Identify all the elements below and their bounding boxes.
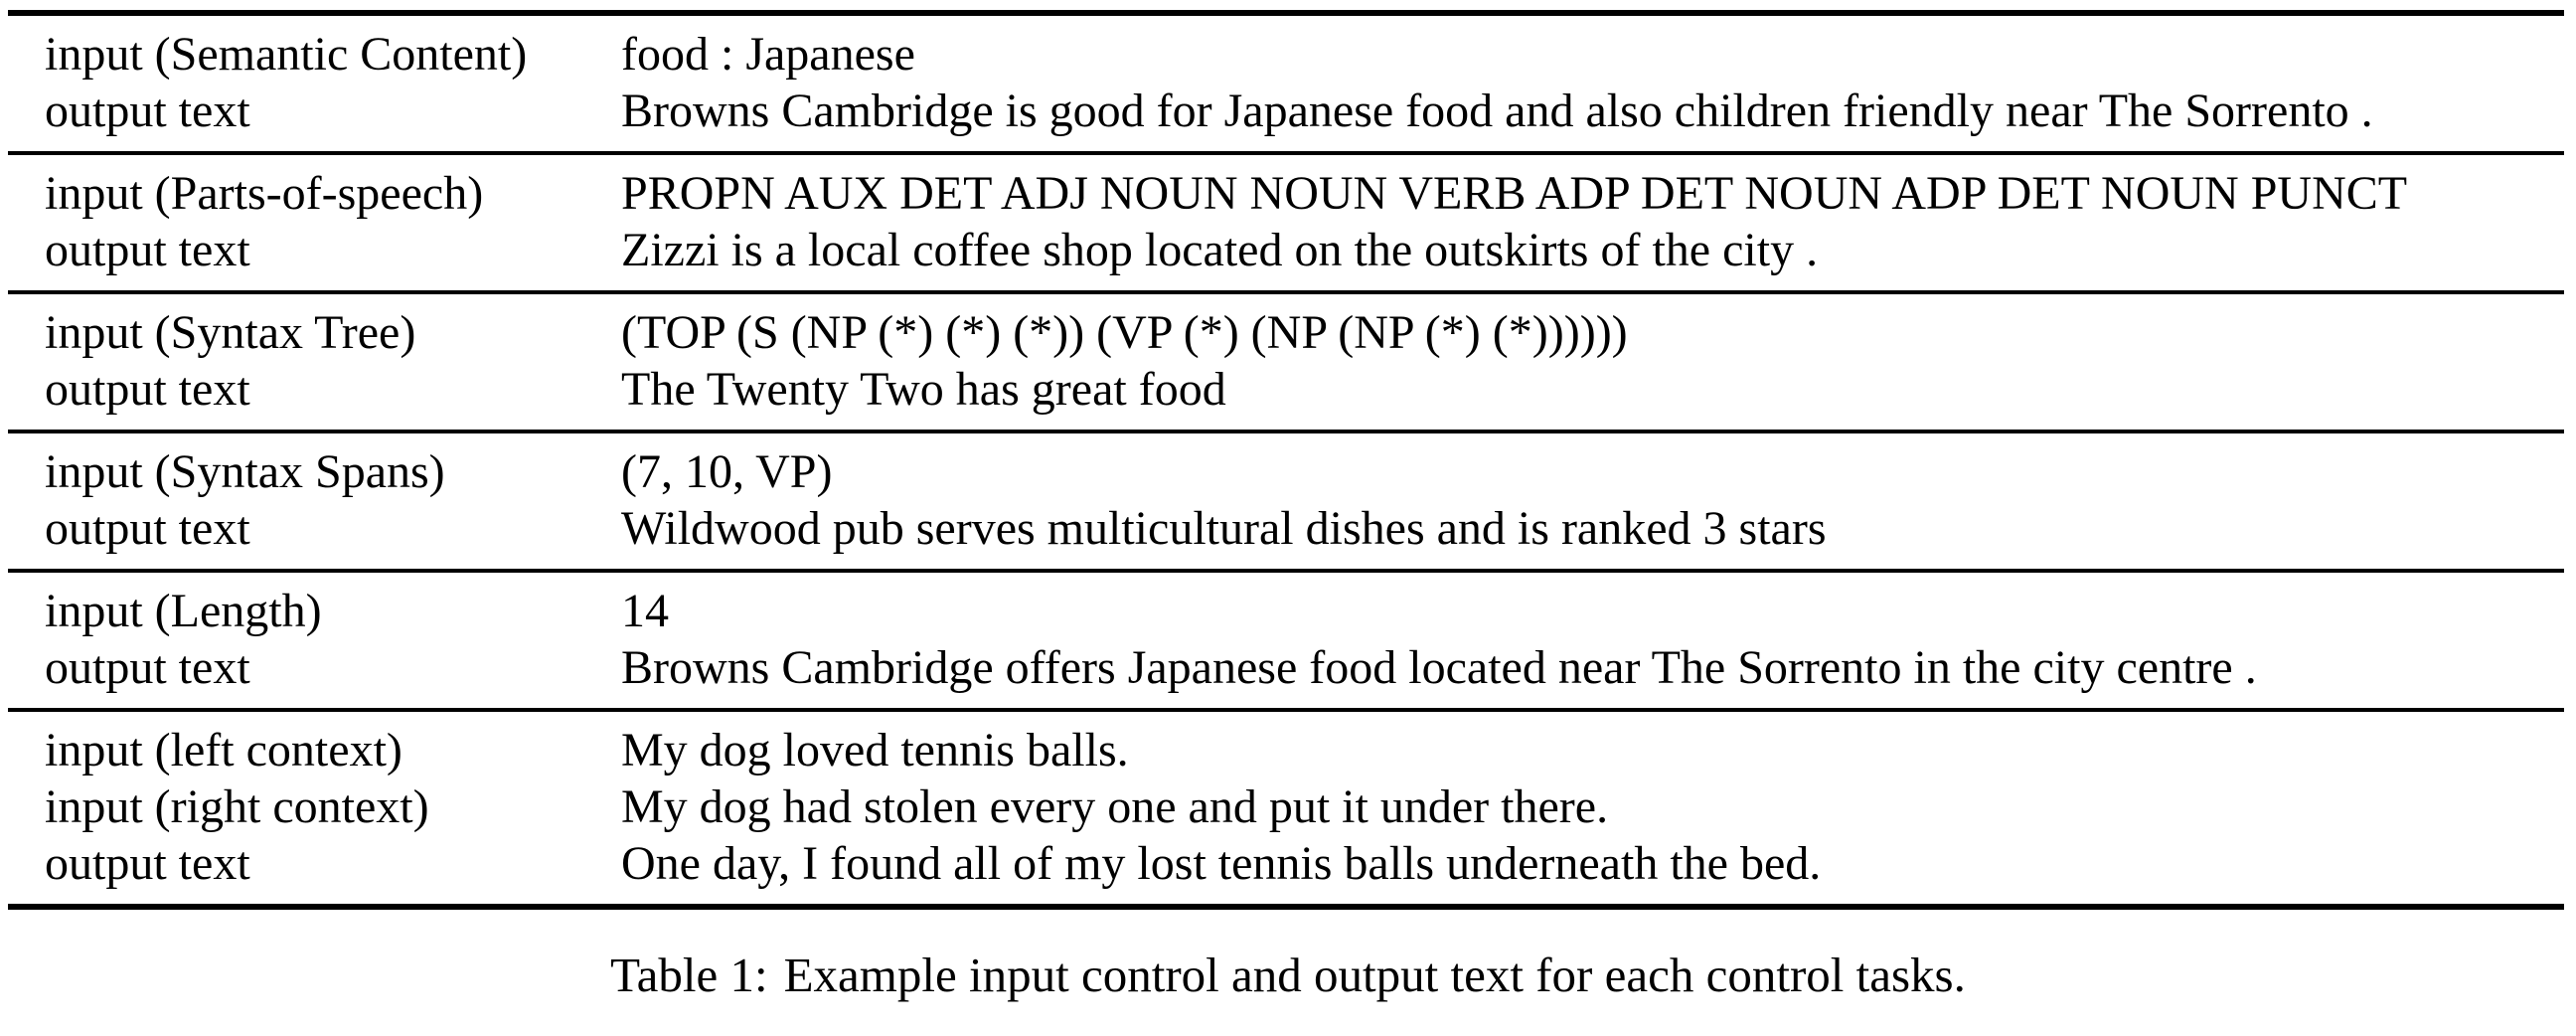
row-value: One day, I found all of my lost tennis balls underneath the bed. xyxy=(621,837,1822,890)
table-caption-text: Example input control and output text for each control tasks. xyxy=(783,948,1966,1002)
row-label: output text xyxy=(45,85,250,137)
table-row xyxy=(45,165,2564,222)
table-row xyxy=(45,639,2564,696)
row-group-context xyxy=(8,708,2564,904)
row-value: The Twenty Two has great food xyxy=(621,363,1226,416)
row-value: Zizzi is a local coffee shop located on the outskirts of the city . xyxy=(621,224,1819,276)
table-row xyxy=(45,722,2564,778)
row-label: input (Parts-of-speech) xyxy=(45,167,484,220)
table-row xyxy=(45,443,2564,500)
row-value: PROPN AUX DET ADJ NOUN NOUN VERB ADP DET NOUN ADP DET NOUN PUNCT xyxy=(621,167,2408,220)
table-row xyxy=(45,361,2564,418)
row-label: output text xyxy=(45,224,250,276)
row-value: My dog had stolen every one and put it under there. xyxy=(621,780,1609,833)
row-group-semantic-content xyxy=(8,16,2564,151)
row-group-syntax-spans xyxy=(8,430,2564,569)
table-row xyxy=(45,26,2564,83)
row-label: input (right context) xyxy=(45,780,429,833)
table-row xyxy=(45,835,2564,892)
row-label: output text xyxy=(45,502,250,555)
table-row xyxy=(45,304,2564,361)
row-label: input (Semantic Content) xyxy=(45,28,528,81)
table-row xyxy=(45,583,2564,639)
row-label: input (Syntax Spans) xyxy=(45,445,445,498)
row-label: input (Length) xyxy=(45,585,322,637)
row-value: food : Japanese xyxy=(621,28,915,81)
row-group-syntax-tree xyxy=(8,290,2564,430)
row-value: (7, 10, VP) xyxy=(621,445,833,498)
table-row xyxy=(45,222,2564,278)
row-value: (TOP (S (NP (*) (*) (*)) (VP (*) (NP (NP (*) (*)))))) xyxy=(621,306,1628,359)
table-caption xyxy=(0,947,2576,1004)
row-group-parts-of-speech xyxy=(8,151,2564,290)
row-group-length xyxy=(8,569,2564,708)
table-row xyxy=(45,778,2564,835)
row-label: input (left context) xyxy=(45,724,402,777)
row-value: My dog loved tennis balls. xyxy=(621,724,1129,777)
row-label: input (Syntax Tree) xyxy=(45,306,416,359)
row-value: Browns Cambridge offers Japanese food located near The Sorrento in the city centre . xyxy=(621,641,2257,694)
row-value: 14 xyxy=(621,585,669,637)
row-value: Browns Cambridge is good for Japanese food and also children friendly near The Sorrento . xyxy=(621,85,2373,137)
row-label: output text xyxy=(45,363,250,416)
table-row xyxy=(45,500,2564,557)
row-label: output text xyxy=(45,837,250,890)
table-caption-number: Table 1: xyxy=(610,948,768,1002)
table-row xyxy=(45,83,2564,139)
example-controls-table xyxy=(8,10,2564,910)
row-label: output text xyxy=(45,641,250,694)
row-value: Wildwood pub serves multicultural dishes and is ranked 3 stars xyxy=(621,502,1827,555)
